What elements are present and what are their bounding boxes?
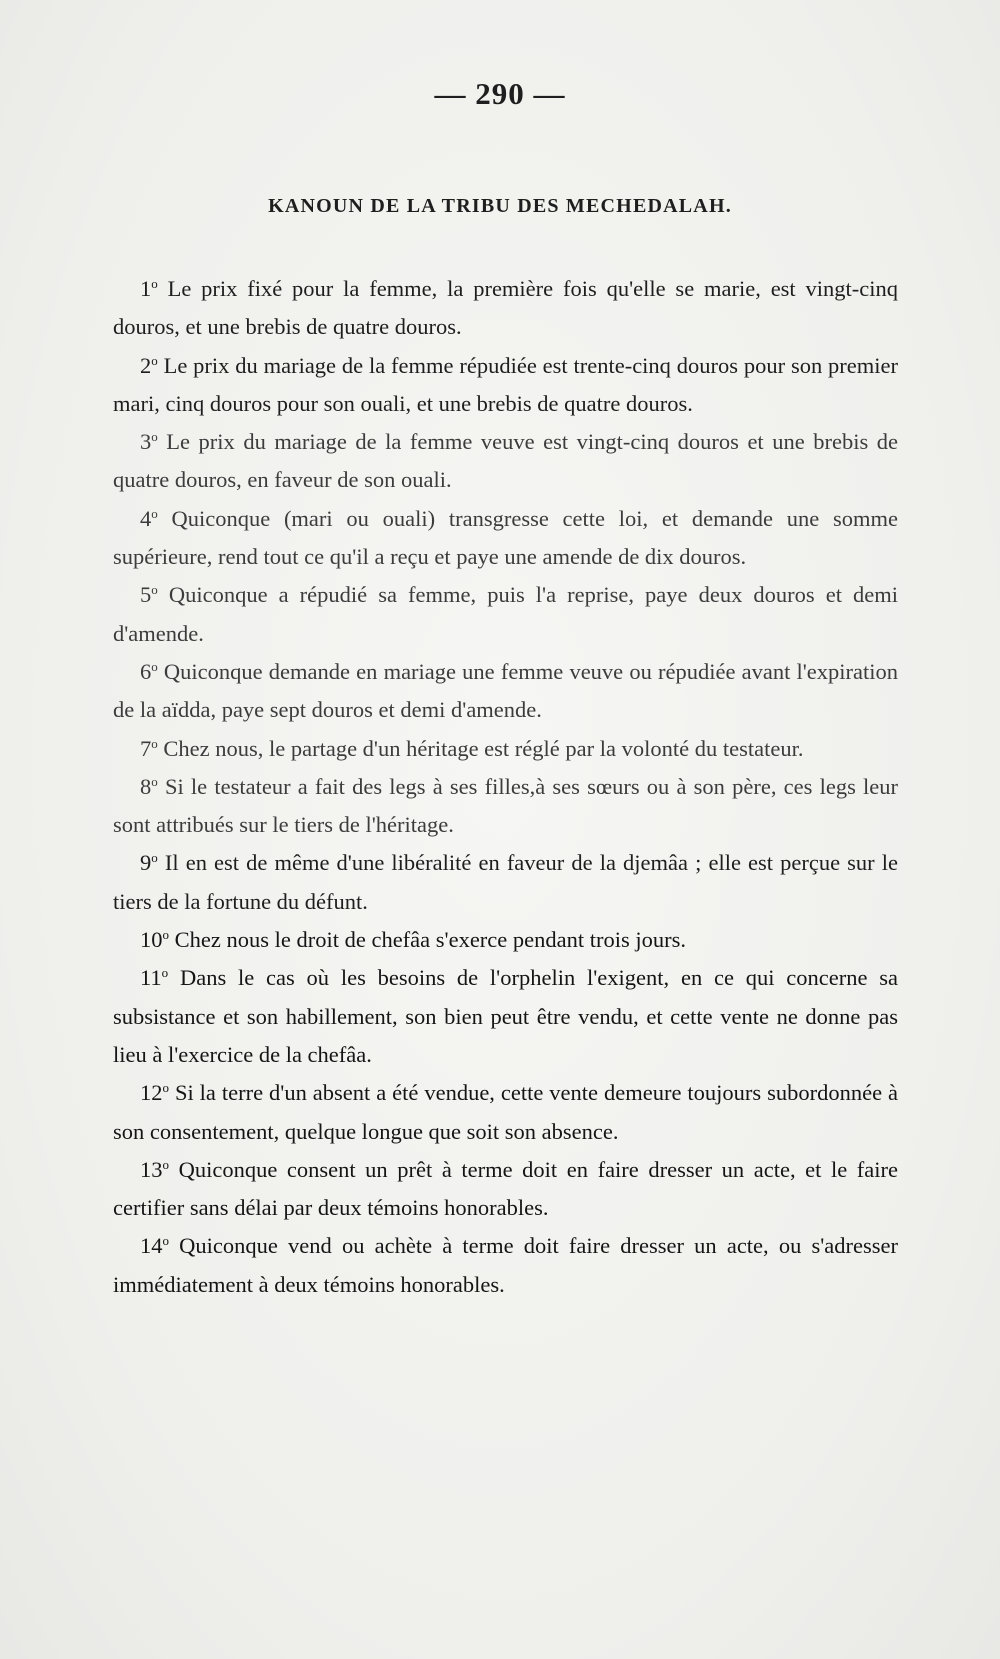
article-number: 12$^o$ — [140, 1080, 169, 1106]
page-number: — 290 — — [434, 76, 566, 111]
article-text: Quiconque (mari ou ouali) transgresse cette loi, et demande une somme supérieure, rend tout ce qu'il a reçu et paye une amende de dix douros. — [113, 505, 898, 570]
article-text: Quiconque a répudié sa femme, puis l'a reprise, paye deux douros et demi d'amende. — [113, 582, 899, 646]
article-number: 7$^o$ — [140, 735, 158, 761]
article-11 — [113, 959, 898, 1074]
article-2 — [113, 347, 898, 424]
article-text: Quiconque vend ou achète à terme doit faire dresser un acte, ou s'adresser immédiatement à deux témoins honorables. — [113, 1233, 899, 1297]
article-list — [113, 270, 898, 1304]
article-number: 8$^o$ — [140, 773, 158, 799]
article-text: Le prix fixé pour la femme, la première fois qu'elle se marie, est vingt-cinq douros, et une brebis de quatre douros. — [113, 276, 899, 340]
article-9 — [113, 844, 898, 921]
article-12 — [113, 1074, 898, 1151]
article-text: Le prix du mariage de la femme veuve est vingt-cinq douros et une brebis de quatre douros, en faveur de son ouali. — [113, 429, 898, 493]
article-number: 5$^o$ — [140, 582, 158, 608]
article-text: Si le testateur a fait des legs à ses filles,à ses sœurs ou à son père, ces legs leur sont attribués sur le tiers de l'héritage. — [113, 773, 899, 838]
article-6 — [113, 653, 898, 730]
article-number: 9$^o$ — [140, 850, 158, 876]
article-text: Quiconque consent un prêt à terme doit en faire dresser un acte, et le faire certifier sans délai par deux témoins honorables. — [113, 1156, 898, 1221]
article-3 — [113, 423, 898, 500]
article-number: 11$^o$ — [140, 965, 169, 991]
article-text: Le prix du mariage de la femme répudiée est trente-cinq douros pour son premier mari, cinq douros pour son ouali, et une brebis de quatre douros. — [113, 352, 898, 416]
article-7 — [113, 730, 898, 768]
article-number: 13$^o$ — [140, 1156, 169, 1182]
section-heading: KANOUN DE LA TRIBU DES MECHEDALAH. — [268, 195, 732, 217]
article-number: 10$^o$ — [140, 927, 169, 953]
article-13 — [113, 1151, 898, 1228]
article-1 — [113, 270, 898, 347]
article-number: 14$^o$ — [140, 1233, 169, 1259]
article-number: 1$^o$ — [140, 276, 158, 301]
article-text: Quiconque demande en mariage une femme veuve ou répudiée avant l'expiration de la aïdda, paye sept douros et demi d'amende. — [113, 658, 899, 723]
article-8 — [113, 768, 898, 845]
article-text: Il en est de même d'une libéralité en faveur de la djemâa ; elle est perçue sur le tiers de la fortune du défunt. — [113, 850, 899, 914]
article-4 — [113, 500, 898, 577]
article-5 — [113, 576, 898, 653]
article-text: Chez nous, le partage d'un héritage est réglé par la volonté du testateur. — [163, 735, 804, 761]
article-text: Si la terre d'un absent a été vendue, cette vente demeure toujours subordonnée à son consentement, quelque longue que soit son absence. — [113, 1080, 898, 1144]
article-number: 3$^o$ — [140, 429, 158, 455]
article-text: Dans le cas où les besoins de l'orphelin l'exigent, en ce qui concerne sa subsistance et son habillement, son bien peut être vendu, et cette vente ne donne pas lieu à l'exercice de la chefâa. — [113, 965, 899, 1067]
article-text: Chez nous le droit de chefâa s'exerce pendant trois jours. — [174, 927, 686, 953]
article-number: 2$^o$ — [140, 352, 158, 378]
article-number: 6$^o$ — [140, 658, 158, 684]
article-14 — [113, 1227, 898, 1304]
article-10 — [113, 921, 898, 959]
article-number: 4$^o$ — [140, 505, 158, 531]
